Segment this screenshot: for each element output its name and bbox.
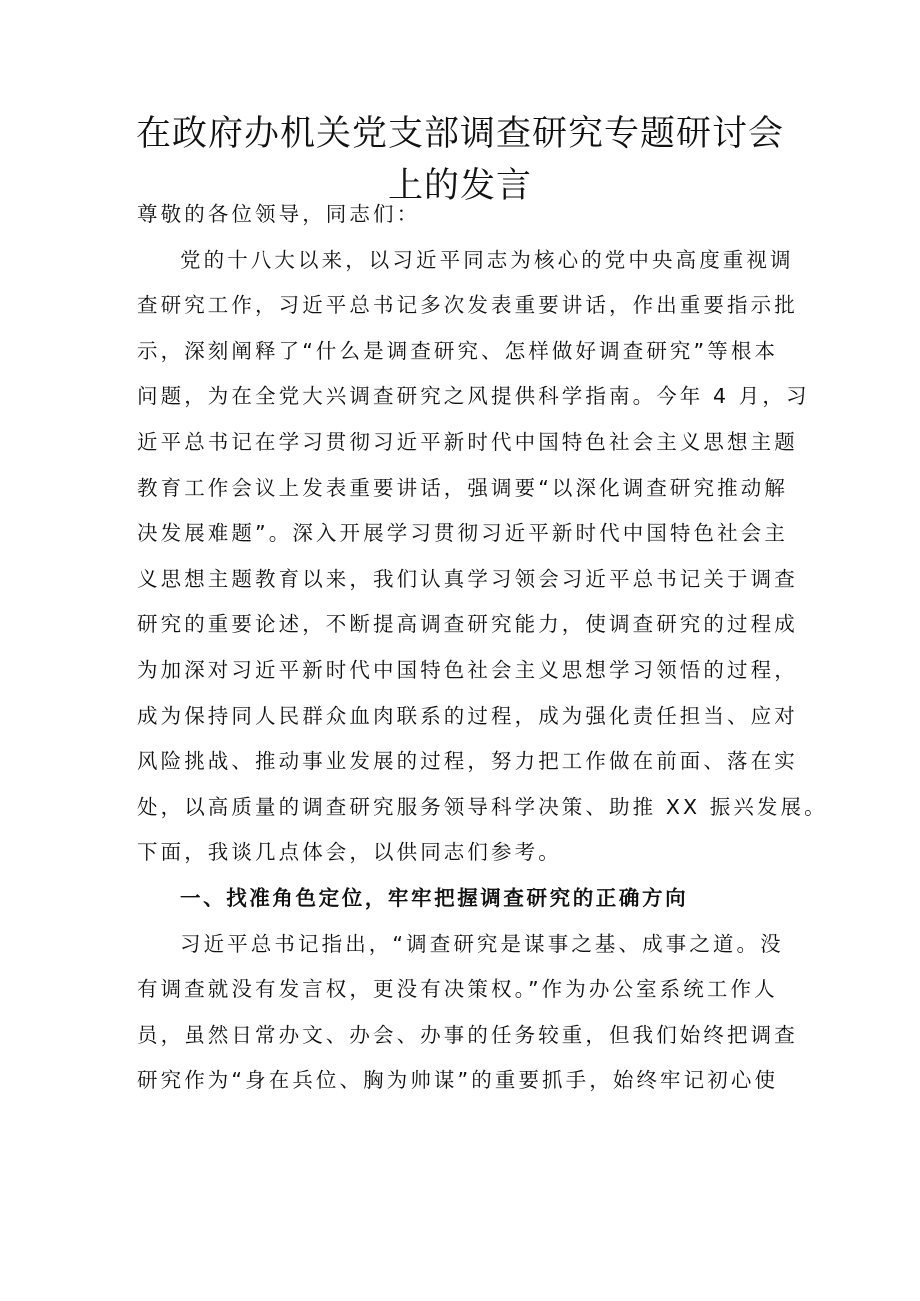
salutation: 尊敬的各位领导，同志们：: [137, 202, 421, 226]
paragraph-line: 查研究工作，习近平总书记多次发表重要讲话，作出重要指示批: [137, 293, 798, 318]
paragraph-line: 习近平总书记指出，“调查研究是谋事之基、成事之道。没: [180, 931, 784, 956]
paragraph-line: 研究作为“身在兵位、胸为帅谋”的重要抓手，始终牢记初心使: [137, 1068, 779, 1093]
paragraph-line: 问题，为在全党大兴调查研究之风提供科学指南。今年 4 月，习: [137, 384, 810, 409]
paragraph-line: 处，以高质量的调查研究服务领导科学决策、助推 XX 振兴发展。: [137, 794, 828, 819]
paragraph-line: 员，虽然日常办文、办会、办事的任务较重，但我们始终把调查: [137, 1022, 798, 1047]
paragraph-1: [137, 238, 828, 876]
paragraph-line: 示，深刻阐释了“什么是调查研究、怎样做好调查研究”等根本: [137, 338, 779, 363]
title-line-2: 上的发言: [387, 166, 532, 206]
section-heading-1: 一、找准角色定位，牢牢把握调查研究的正确方向: [180, 885, 689, 910]
paragraph-line: 义思想主题教育以来，我们认真学习领会习近平总书记关于调查: [137, 566, 798, 591]
paragraph-line: 有调查就没有发言权，更没有决策权。”作为办公室系统工作人: [137, 977, 778, 1002]
paragraph-2: [137, 922, 798, 1104]
paragraph-line: 风险挑战、推动事业发展的过程，努力把工作做在前面、落在实: [137, 749, 798, 774]
document-body: [137, 192, 828, 1104]
paragraph-line: 研究的重要论述，不断提高调查研究能力，使调查研究的过程成: [137, 612, 798, 637]
paragraph-line: 决发展难题”。深入开展学习贯彻习近平新时代中国特色社会主: [137, 521, 788, 546]
paragraph-line: 下面，我谈几点体会，以供同志们参考。: [137, 840, 562, 865]
paragraph-line: 为加深对习近平新时代中国特色社会主义思想学习领悟的过程，: [137, 657, 798, 682]
paragraph-line: 教育工作会议上发表重要讲话，强调要“以深化调查研究推动解: [137, 475, 788, 500]
paragraph-line: 近平总书记在学习贯彻习近平新时代中国特色社会主义思想主题: [137, 429, 798, 454]
title-line-1: 在政府办机关党支部调查研究专题研讨会: [135, 114, 784, 154]
paragraph-line: 党的十八大以来，以习近平同志为核心的党中央高度重视调: [180, 247, 794, 272]
paragraph-line: 成为保持同人民群众血肉联系的过程，成为强化责任担当、应对: [137, 703, 798, 728]
